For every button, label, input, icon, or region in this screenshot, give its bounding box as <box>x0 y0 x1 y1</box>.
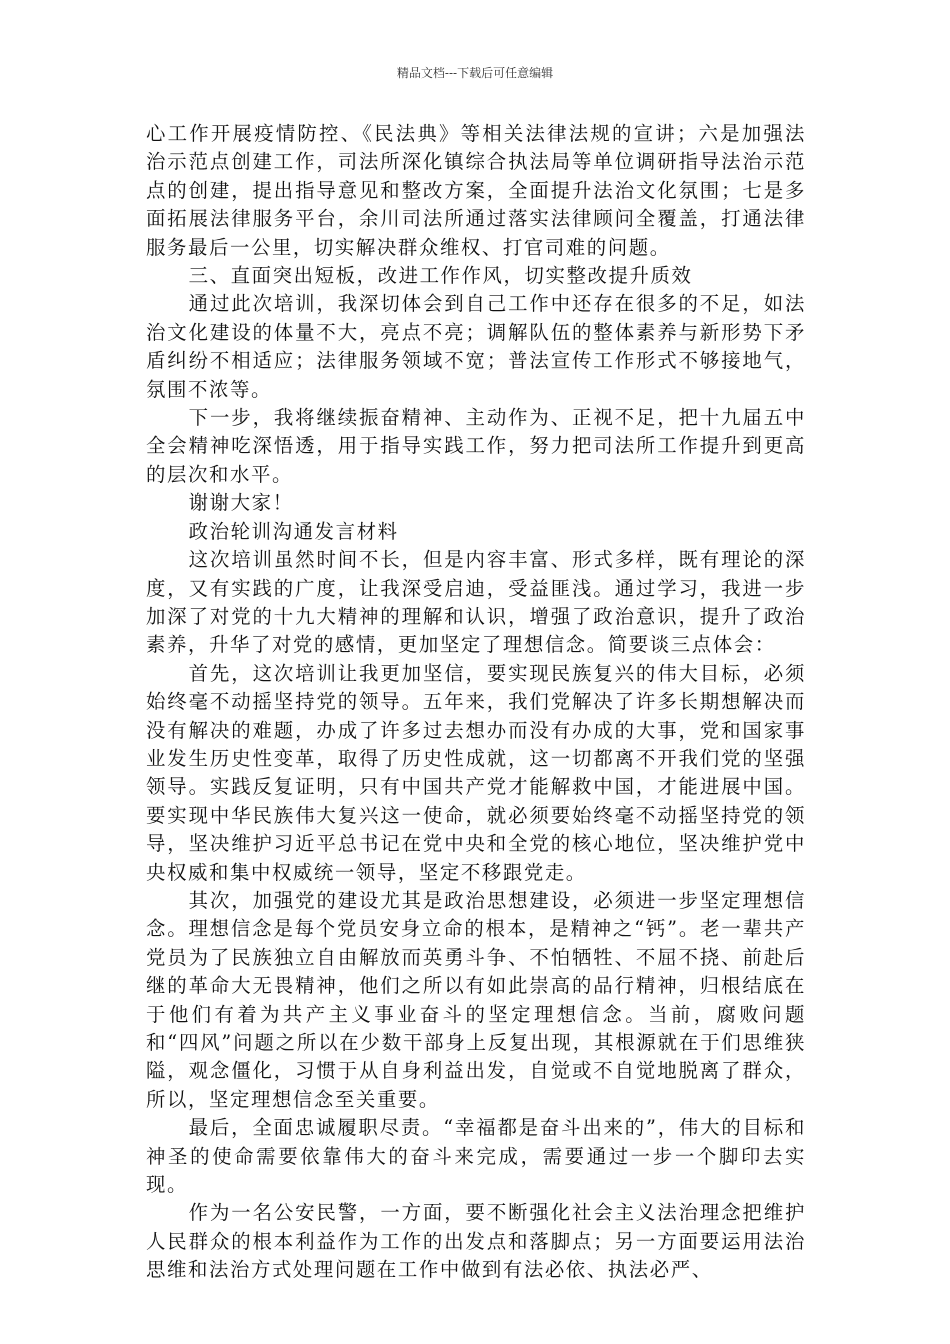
paragraph: 首先，这次培训让我更加坚信，要实现民族复兴的伟大目标，必须始终毫不动摇坚持党的领导。五年来，我们党解决了许多长期想解决而没有解决的难题，办成了许多过去想办而没有办成的大事，党和国家事业发生历史性变革，取得了历史性成就，这一切都离不开我们党的坚强领导。实践反复证明，只有中国共产党才能解救中国，才能进展中国。要实现中华民族伟大复兴这一使命，就必须要始终毫不动摇坚持党的领导，坚决维护习近平总书记在党中央和全党的核心地位，坚决维护党中央权威和集中权威统一领导，坚定不移跟党走。 <box>146 661 806 884</box>
paragraph: 最后，全面忠诚履职尽责。“幸福都是奋斗出来的”，伟大的目标和神圣的使命需要依靠伟大的奋斗来完成，需要通过一步一个脚印去实现。 <box>146 1116 806 1197</box>
document-title: 政治轮训沟通发言材料 <box>188 519 399 543</box>
paragraph: 谢谢大家！ <box>188 491 294 515</box>
section-heading: 三、直面突出短板，改进工作作风，切实整改提升质效 <box>188 264 693 288</box>
paragraph: 这次培训虽然时间不长，但是内容丰富、形式多样，既有理论的深度，又有实践的广度，让我深受启迪，受益匪浅。通过学习，我进一步加深了对党的十九大精神的理解和认识，增强了政治意识，提升了政治素养，升华了对党的感情，更加坚定了理想信念。简要谈三点体会： <box>146 548 806 657</box>
paragraph: 下一步，我将继续振奋精神、主动作为、正视不足，把十九届五中全会精神吃深悟透，用于指导实践工作，努力把司法所工作提升到更高的层次和水平。 <box>146 406 806 486</box>
paragraph: 其次，加强党的建设尤其是政治思想建设，必须进一步坚定理想信念。理想信念是每个党员安身立命的根本，是精神之“钙”。老一辈共产党员为了民族独立自由解放而英勇斗争、不怕牺牲、不屈不挠、前赴后继的革命大无畏精神，他们之所以有如此崇高的品行精神，归根结底在于他们有着为共产主义事业奋斗的坚定理想信念。当前，腐败问题和“四风”问题之所以在少数干部身上反复出现，其根源就在于们思维狭隘，观念僵化，习惯于从自身利益出发，自觉或不自觉地脱离了群众，所以，坚定理想信念至关重要。 <box>146 888 806 1111</box>
page-header: 精品文档---下载后可任意编辑 <box>396 66 554 80</box>
paragraph: 作为一名公安民警，一方面，要不断强化社会主义法治理念把维护人民群众的根本利益作为工作的出发点和落脚点；另一方面要运用法治思维和法治方式处理问题在工作中做到有法必依、执法必严、 <box>146 1201 806 1282</box>
paragraph: 通过此次培训，我深切体会到自己工作中还存在很多的不足，如法治文化建设的体量不大，亮点不亮；调解队伍的整体素养与新形势下矛盾纠纷不相适应；法律服务领域不宽；普法宣传工作形式不够接地气，氛围不浓等。 <box>146 292 806 401</box>
paragraph: 心工作开展疫情防控、《民法典》等相关法律法规的宣讲；六是加强法治示范点创建工作，司法所深化镇综合执法局等单位调研指导法治示范点的创建，提出指导意见和整改方案，全面提升法治文化氛围；七是多面拓展法律服务平台，余川司法所通过落实法律顾问全覆盖，打通法律服务最后一公里，切实解决群众维权、打官司难的问题。 <box>146 122 806 259</box>
document-body <box>146 120 806 1285</box>
